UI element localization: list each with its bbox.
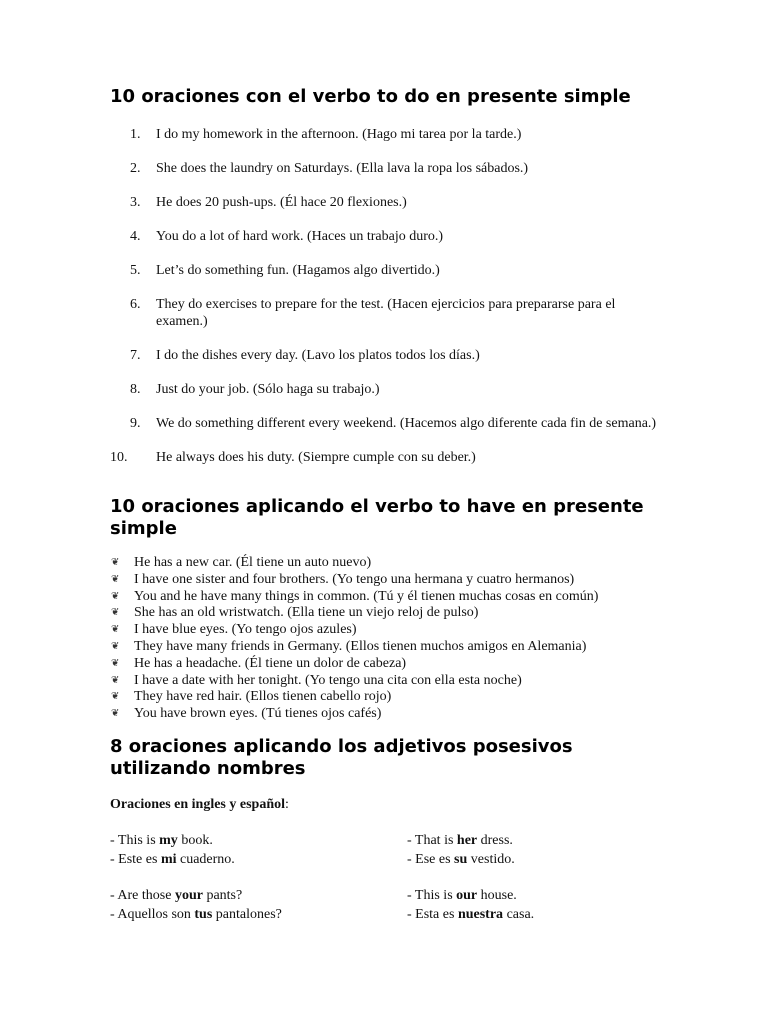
- heading-to-do: 10 oraciones con el verbo to do en presente simple: [110, 86, 631, 107]
- sentence-text: He does 20 push-ups. (Él hace 20 flexiones.): [156, 195, 407, 210]
- fleuron-bullet-icon: ❦: [111, 691, 120, 703]
- list-item: 5. Let’s do something fun. (Hagamos algo divertido.): [130, 263, 440, 278]
- sentence-text: I do my homework in the afternoon. (Hago mi tarea por la tarde.): [156, 127, 522, 142]
- sentence-text: Just do your job. (Sólo haga su trabajo.): [156, 382, 380, 397]
- sentence-text: I have one sister and four brothers. (Yo tengo una hermana y cuatro hermanos): [134, 571, 575, 587]
- sentence-text: He always does his duty. (Siempre cumple con su deber.): [156, 450, 476, 465]
- sentence-pair: [110, 886, 282, 924]
- fleuron-bullet-icon: ❦: [111, 557, 120, 568]
- list-item: [110, 639, 670, 656]
- fleuron-bullet-icon: ❦: [111, 657, 120, 669]
- sentence-text: Let’s do something fun. (Hagamos algo divertido.): [156, 263, 440, 278]
- fleuron-bullet-icon: ❦: [111, 640, 120, 652]
- list-item: [110, 572, 670, 589]
- spanish-sentence: - Este es mi cuaderno.: [110, 852, 235, 867]
- english-sentence: - Are those your pants?: [110, 888, 243, 903]
- sentence-text: I have blue eyes. (Yo tengo ojos azules): [134, 622, 357, 638]
- sentence-text: He has a headache. (Él tiene un dolor de cabeza): [134, 655, 407, 671]
- list-item: [110, 589, 670, 606]
- list-item: [110, 555, 670, 572]
- sentence-text: They have red hair. (Ellos tienen cabello rojo): [134, 689, 392, 705]
- sentence-text: You have brown eyes. (Tú tienes ojos cafés): [134, 706, 382, 722]
- list-item: 4. You do a lot of hard work. (Haces un trabajo duro.): [130, 229, 444, 244]
- sentence-pair: [407, 886, 534, 924]
- list-item: 6. They do exercises to prepare for the test. (Hacen ejercicios para prepararse para el examen.): [130, 297, 616, 329]
- fleuron-bullet-icon: ❦: [111, 708, 120, 720]
- list-item: 7. I do the dishes every day. (Lavo los platos todos los días.): [130, 348, 480, 363]
- list-item: [110, 605, 670, 622]
- list-item: 8. Just do your job. (Sólo haga su trabajo.): [130, 382, 380, 397]
- sentence-text: They have many friends in Germany. (Ellos tienen muchos amigos en Alemania): [134, 638, 587, 654]
- list-item: [110, 622, 670, 639]
- sentence-text: He has a new car. (Él tiene un auto nuevo): [134, 555, 372, 570]
- sentence-text: I have a date with her tonight. (Yo tengo una cita con ella esta noche): [134, 672, 522, 688]
- spanish-sentence: - Ese es su vestido.: [407, 852, 515, 867]
- heading-possessives: 8 oraciones aplicando los adjetivos posesivos utilizando nombres: [110, 736, 573, 779]
- sentence-pair: [407, 831, 534, 869]
- possessives-right-column: [407, 831, 534, 941]
- sentence-text: I do the dishes every day. (Lavo los platos todos los días.): [156, 348, 480, 363]
- sentence-text: We do something different every weekend. (Hacemos algo diferente cada fin de semana.): [156, 416, 657, 431]
- fleuron-bullet-icon: ❦: [111, 590, 120, 602]
- sentence-text: She does the laundry on Saturdays. (Ella lava la ropa los sábados.): [156, 161, 529, 176]
- fleuron-bullet-icon: ❦: [111, 624, 120, 636]
- list-item: 2. She does the laundry on Saturdays. (Ella lava la ropa los sábados.): [130, 161, 529, 176]
- to-have-sentence-list: [110, 555, 670, 723]
- list-item: [110, 656, 670, 673]
- english-sentence: - This is our house.: [407, 888, 517, 903]
- sentence-text: She has an old wristwatch. (Ella tiene un viejo reloj de pulso): [134, 605, 479, 621]
- english-sentence: - This is my book.: [110, 833, 213, 848]
- list-item: [110, 673, 670, 690]
- list-item: [110, 706, 670, 723]
- sentence-text: You and he have many things in common. (Tú y él tienen muchas cosas en común): [134, 588, 599, 604]
- spanish-sentence: - Esta es nuestra casa.: [407, 907, 535, 922]
- fleuron-bullet-icon: ❦: [111, 674, 120, 686]
- sentence-pair: [110, 831, 282, 869]
- fleuron-bullet-icon: ❦: [111, 607, 120, 619]
- english-sentence: - That is her dress.: [407, 833, 513, 848]
- list-item: [110, 689, 670, 706]
- list-item: 1. I do my homework in the afternoon. (Hago mi tarea por la tarde.): [130, 127, 522, 142]
- sentence-text: They do exercises to prepare for the test. (Hacen ejercicios para prepararse para el examen.): [156, 297, 616, 329]
- list-item: 3. He does 20 push-ups. (Él hace 20 flexiones.): [130, 195, 407, 210]
- heading-to-have: 10 oraciones aplicando el verbo to have en presente simple: [110, 496, 644, 539]
- to-do-sentence-list: [110, 126, 670, 483]
- list-item: 10. He always does his duty. (Siempre cumple con su deber.): [110, 450, 476, 465]
- list-item: 9. We do something different every weekend. (Hacemos algo diferente cada fin de semana.): [130, 416, 657, 431]
- spanish-sentence: - Aquellos son tus pantalones?: [110, 907, 282, 922]
- fleuron-bullet-icon: ❦: [111, 573, 120, 585]
- sentence-text: You do a lot of hard work. (Haces un trabajo duro.): [156, 229, 444, 244]
- possessives-subheading: Oraciones en ingles y español:: [110, 797, 289, 812]
- possessives-left-column: [110, 831, 282, 941]
